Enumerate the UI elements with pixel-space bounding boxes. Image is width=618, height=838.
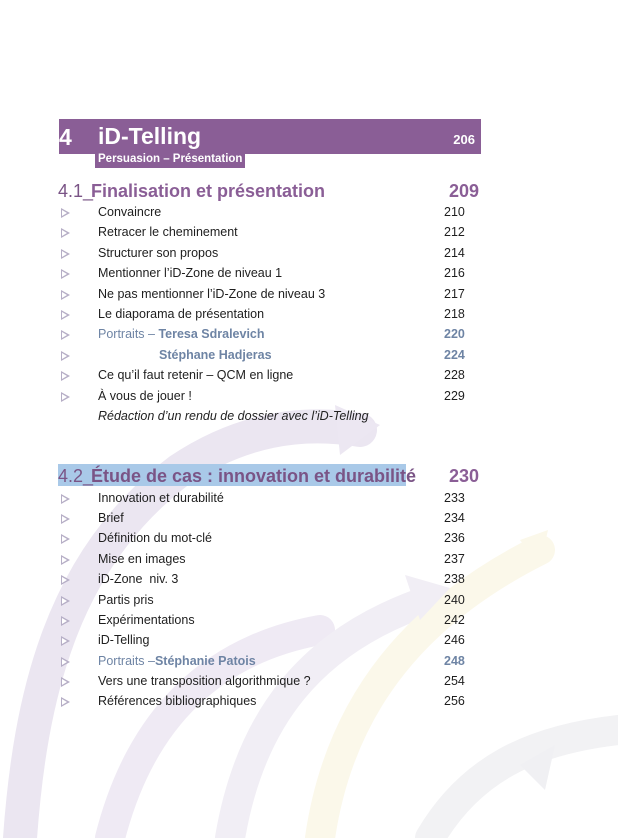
portraits-prefix: Portraits – (98, 327, 159, 341)
triangle-outline-icon (61, 514, 70, 524)
triangle-outline-icon (61, 392, 70, 402)
section-page: 230 (448, 466, 479, 486)
toc-entry-page: 217 (444, 287, 465, 301)
toc-entry-page: 216 (444, 266, 465, 280)
toc-entry-label: Définition du mot-clé (98, 531, 212, 545)
triangle-outline-icon (61, 534, 70, 544)
chapter-subtitle: Persuasion – Présentation (95, 152, 245, 168)
section-note: Rédaction d’un rendu de dossier avec l’iD-Telling (98, 409, 369, 423)
section-title: Étude de cas : innovation et durabilité (91, 466, 417, 486)
toc-entry-page: 210 (444, 205, 465, 219)
toc-entry-page: 224 (444, 348, 465, 362)
triangle-outline-icon (61, 310, 70, 320)
triangle-outline-icon (61, 677, 70, 687)
toc-entry[interactable] (58, 592, 468, 610)
toc-entry[interactable] (58, 265, 468, 283)
triangle-outline-icon (61, 616, 70, 626)
toc-entry-page: 238 (444, 572, 465, 586)
triangle-outline-icon (61, 330, 70, 340)
chapter-header (59, 119, 481, 154)
toc-entry[interactable] (58, 245, 468, 263)
triangle-outline-icon (61, 269, 70, 279)
toc-entry-label: iD-Telling (98, 633, 150, 647)
triangle-outline-icon (61, 351, 70, 361)
toc-entry-label: Convaincre (98, 205, 162, 219)
toc-entry[interactable] (58, 571, 468, 589)
toc-entry-label: Expérimentations (98, 613, 195, 627)
toc-entry-label: Le diaporama de présentation (98, 307, 265, 321)
toc-entry-label: Innovation et durabilité (98, 491, 224, 505)
toc-entry-label: Références bibliographiques (98, 694, 257, 708)
toc-entry[interactable] (58, 673, 468, 691)
triangle-outline-icon (61, 575, 70, 585)
portraits-prefix: Portraits – (98, 654, 155, 668)
toc-entry-page: 234 (444, 511, 465, 525)
section-number: 4.2_ (58, 466, 94, 486)
toc-entry-page: 240 (444, 593, 465, 607)
triangle-outline-icon (61, 555, 70, 565)
toc-entry-label: iD-Zone niv. 3 (98, 572, 179, 586)
triangle-outline-icon (61, 494, 70, 504)
triangle-outline-icon (61, 208, 70, 218)
toc-entry[interactable] (58, 490, 468, 508)
toc-entry-page: 229 (444, 389, 465, 403)
toc-entry-label: À vous de jouer ! (98, 389, 192, 403)
toc-entry-page: 246 (444, 633, 465, 647)
toc-entry-portrait[interactable] (58, 653, 468, 671)
toc-entry-label (98, 654, 256, 668)
triangle-outline-icon (61, 228, 70, 238)
chapter-number: 4 (59, 124, 72, 150)
toc-entry-page: 212 (444, 225, 465, 239)
toc-entry[interactable] (58, 204, 468, 222)
toc-entry-label: Vers une transposition algorithmique ? (98, 674, 311, 688)
portrait-name: Stéphanie Patois (154, 654, 256, 668)
toc-entry-label: Mise en images (98, 552, 186, 566)
toc-entry[interactable] (58, 612, 468, 630)
toc-entry-page: 214 (444, 246, 465, 260)
toc-entry[interactable] (58, 551, 468, 569)
toc-entry[interactable] (58, 693, 468, 711)
triangle-outline-icon (61, 657, 70, 667)
section-number: 4.1_ (58, 181, 94, 201)
toc-entry-label: Ce qu’il faut retenir – QCM en ligne (98, 368, 294, 382)
toc-entry-label: Ne pas mentionner l’iD-Zone de niveau 3 (98, 287, 326, 301)
triangle-outline-icon (61, 697, 70, 707)
triangle-outline-icon (61, 371, 70, 381)
toc-entry-label: Partis pris (98, 593, 154, 607)
section-heading[interactable] (58, 181, 479, 203)
section-page: 209 (448, 181, 479, 201)
toc-entry-label (98, 327, 265, 341)
toc-entry[interactable] (58, 530, 468, 548)
triangle-outline-icon (61, 636, 70, 646)
toc-entry[interactable] (58, 367, 468, 385)
toc-entry-page: 242 (444, 613, 465, 627)
portrait-name: Teresa Sdralevich (158, 327, 265, 341)
toc-entry-page: 228 (444, 368, 465, 382)
triangle-outline-icon (61, 290, 70, 300)
toc-entry-label: Brief (98, 511, 124, 525)
toc-entry[interactable] (58, 632, 468, 650)
toc-entry-page: 220 (444, 327, 465, 341)
toc-entry-page: 256 (444, 694, 465, 708)
toc-entry[interactable] (58, 306, 468, 324)
toc-entry-page: 248 (444, 654, 465, 668)
chapter-title: iD-Telling (98, 123, 202, 149)
toc-entry-page: 237 (444, 552, 465, 566)
triangle-outline-icon (61, 249, 70, 259)
toc-entry[interactable] (58, 388, 468, 406)
toc-entry-page: 236 (444, 531, 465, 545)
chapter-page: 206 (453, 132, 475, 147)
section-heading-highlighted[interactable] (58, 466, 479, 488)
toc-entry-page: 233 (444, 491, 465, 505)
portrait-name: Stéphane Hadjeras (159, 348, 272, 362)
toc-entry-page: 218 (444, 307, 465, 321)
section-title: Finalisation et présentation (91, 181, 326, 201)
toc-entry-label: Retracer le cheminement (98, 225, 238, 239)
toc-entry-portrait[interactable] (58, 347, 468, 365)
toc-entry-label: Structurer son propos (98, 246, 219, 260)
toc-entry-label: Mentionner l’iD-Zone de niveau 1 (98, 266, 283, 280)
toc-entry[interactable] (58, 224, 468, 242)
triangle-outline-icon (61, 596, 70, 606)
toc-entry[interactable] (58, 510, 468, 528)
toc-entry[interactable] (58, 286, 468, 304)
toc-entry-page: 254 (444, 674, 465, 688)
toc-entry-portrait[interactable] (58, 326, 468, 344)
